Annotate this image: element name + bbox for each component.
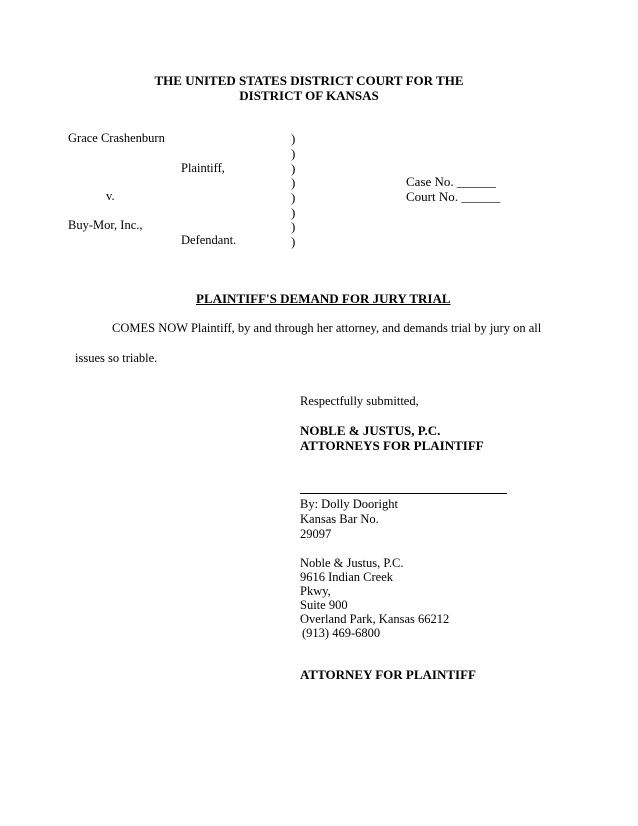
court-title-line-2: DISTRICT OF KANSAS — [239, 88, 379, 103]
address-line: Noble & Justus, P.C. — [300, 556, 404, 570]
address-line: Pkwy, — [300, 584, 331, 598]
defendant-role: Defendant. — [181, 233, 237, 247]
firm-name: NOBLE & JUSTUS, P.C. — [300, 423, 441, 438]
caption-paren: ) — [291, 146, 296, 161]
caption-paren: ) — [291, 219, 296, 234]
document-title: PLAINTIFF'S DEMAND FOR JURY TRIAL — [196, 291, 451, 306]
body-line-1: COMES NOW Plaintiff, by and through her attorney, and demands trial by jury on all — [112, 321, 542, 335]
defendant-name: Buy-Mor, Inc., — [68, 218, 143, 232]
signature-line — [300, 493, 507, 494]
caption-paren: ) — [291, 190, 296, 205]
closing-phrase: Respectfully submitted, — [300, 394, 419, 408]
bar-label: Kansas Bar No. — [300, 512, 379, 526]
versus-label: v. — [106, 189, 115, 203]
caption-paren: ) — [291, 131, 296, 146]
address-line: Overland Park, Kansas 66212 — [300, 612, 450, 626]
case-number: Case No. ______ — [406, 174, 496, 189]
firm-role: ATTORNEYS FOR PLAINTIFF — [300, 438, 484, 453]
court-number: Court No. ______ — [406, 189, 501, 204]
body-line-2: issues so triable. — [75, 351, 158, 365]
phone-number: (913) 469-6800 — [302, 626, 381, 640]
bar-number: 29097 — [300, 527, 332, 541]
attorney-for-plaintiff: ATTORNEY FOR PLAINTIFF — [300, 667, 476, 682]
caption-paren: ) — [291, 175, 296, 190]
plaintiff-role: Plaintiff, — [181, 161, 225, 175]
caption-paren: ) — [291, 161, 296, 176]
caption-paren: ) — [291, 234, 296, 249]
court-title-line-1: THE UNITED STATES DISTRICT COURT FOR THE — [154, 73, 464, 88]
address-line: Suite 900 — [300, 598, 348, 612]
caption-paren: ) — [291, 205, 296, 220]
address-line: 9616 Indian Creek — [300, 570, 394, 584]
plaintiff-name: Grace Crashenburn — [68, 131, 165, 145]
attorney-name: By: Dolly Dooright — [300, 497, 398, 511]
